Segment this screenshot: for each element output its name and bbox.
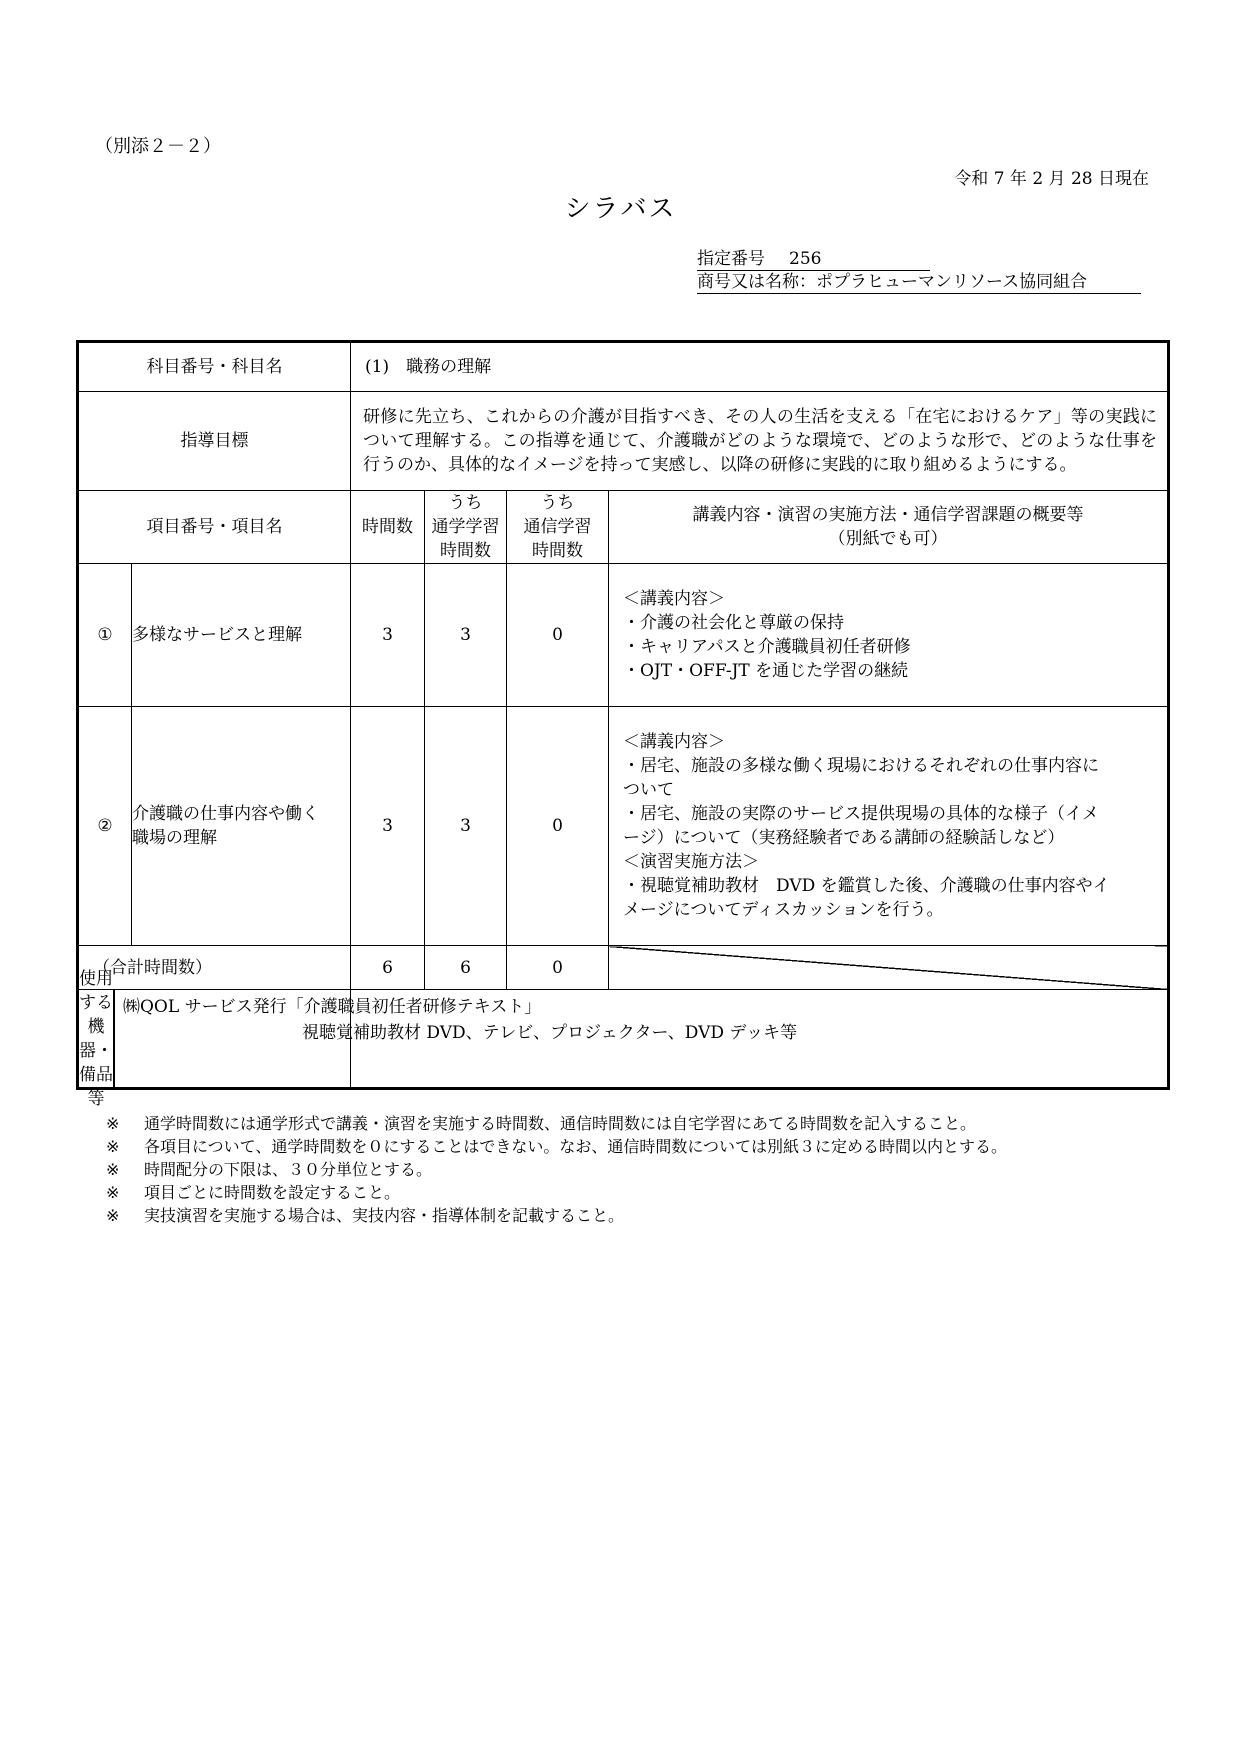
- provider-value: ポプラヒューマンリソース協同組合: [816, 272, 1088, 292]
- equipment-line-1: ㈱QOL サービス発行「介護職員初任者研修テキスト」: [113, 990, 541, 1087]
- subject-label: 科目番号・科目名: [78, 342, 351, 392]
- designation-label: 指定番号: [697, 249, 765, 269]
- syllabus-table: [76, 340, 1170, 1109]
- table-row: [78, 707, 1169, 946]
- goal-text: 研修に先立ち、これからの介護が目指すべき、その人の生活を支える「在宅におけるケア」等の実践について理解する。この指導を通じて、介護職がどのような環境で、どのような形で、どのような仕事を行うのか、具体的なイメージを持って実感し、以降の研修に実践的に取り組めるようにする。: [351, 392, 1169, 491]
- header-commute-hours: うち 通学学習 時間数: [425, 491, 507, 564]
- total-commute-hours: 6: [425, 946, 507, 990]
- equipment-line-2: 視聴覚補助教材 DVD、テレビ、プロジェクター、DVD デッキ等: [302, 1023, 798, 1043]
- notes-list: [106, 1112, 1007, 1227]
- item-commute-hours: 3: [425, 564, 507, 707]
- note-item: ※ 通学時間数には通学形式で講義・演習を実施する時間数、通信時間数には自宅学習にあてる時間数を記入すること。: [106, 1114, 977, 1133]
- item-hours: 3: [351, 707, 425, 946]
- attachment-label: （別添２－２）: [95, 136, 221, 157]
- note-item: ※ 各項目について、通学時間数を０にすることはできない。なお、通信時間数については別紙３に定める時間以内とする。: [106, 1137, 1008, 1156]
- item-commute-hours: 3: [425, 707, 507, 946]
- note-item: ※ 項目ごとに時間数を設定すること。: [106, 1183, 401, 1202]
- provider-label: 商号又は名称：: [697, 272, 816, 292]
- total-row: [78, 946, 1169, 990]
- goal-label: 指導目標: [78, 392, 351, 491]
- header-item: 項目番号・項目名: [78, 491, 351, 564]
- item-number: ②: [78, 707, 132, 946]
- equipment-label: 使用する機器・備品等: [79, 968, 113, 1109]
- subject-value: (1) 職務の理解: [351, 342, 1169, 392]
- designation-number: [697, 248, 930, 271]
- subject-row: [78, 342, 1169, 392]
- item-correspondence-hours: 0: [507, 564, 609, 707]
- total-correspondence-hours: 0: [507, 946, 609, 990]
- total-label: （合計時間数）: [78, 946, 351, 990]
- designation-value: 256: [789, 249, 822, 269]
- header-hours: 時間数: [351, 491, 425, 564]
- item-name: 介護職の仕事内容や働く 職場の理解: [132, 707, 351, 946]
- header-correspondence-hours: うち 通信学習 時間数: [507, 491, 609, 564]
- item-correspondence-hours: 0: [507, 707, 609, 946]
- note-item: ※ 時間配分の下限は、３０分単位とする。: [106, 1160, 433, 1179]
- total-hours: 6: [351, 946, 425, 990]
- page-title: シラバス: [564, 194, 677, 224]
- header-content: 講義内容・演習の実施方法・通信学習課題の概要等 （別紙でも可）: [609, 491, 1169, 564]
- item-content: ＜講義内容＞ ・介護の社会化と尊厳の保持 ・キャリアパスと介護職員初任者研修 ・OJT・OFF-JT を通じた学習の継続: [609, 564, 1169, 707]
- table-row: [78, 564, 1169, 707]
- item-name: 多様なサービスと理解: [132, 564, 351, 707]
- diagonal-blank-cell: [609, 946, 1169, 990]
- document-date: 令和 7 年 2 月 28 日現在: [954, 169, 1149, 189]
- item-hours: 3: [351, 564, 425, 707]
- item-number: ①: [78, 564, 132, 707]
- column-header-row: [78, 491, 1169, 564]
- note-item: ※ 実技演習を実施する場合は、実技内容・指導体制を記載すること。: [106, 1206, 625, 1225]
- provider-name: [697, 271, 1141, 294]
- goal-row: [78, 392, 1169, 491]
- item-content: ＜講義内容＞ ・居宅、施設の多様な働く現場におけるそれぞれの仕事内容に ついて ・居宅、施設の実際のサービス提供現場の具体的な様子（イメ ージ）について（実務経験者である講師の経験話しなど） ＜演習実施方法＞ ・視聴覚補助教材 DVD を鑑賞した後、介護職の仕事内容やイ メージについてディスカッションを行う。: [609, 707, 1169, 946]
